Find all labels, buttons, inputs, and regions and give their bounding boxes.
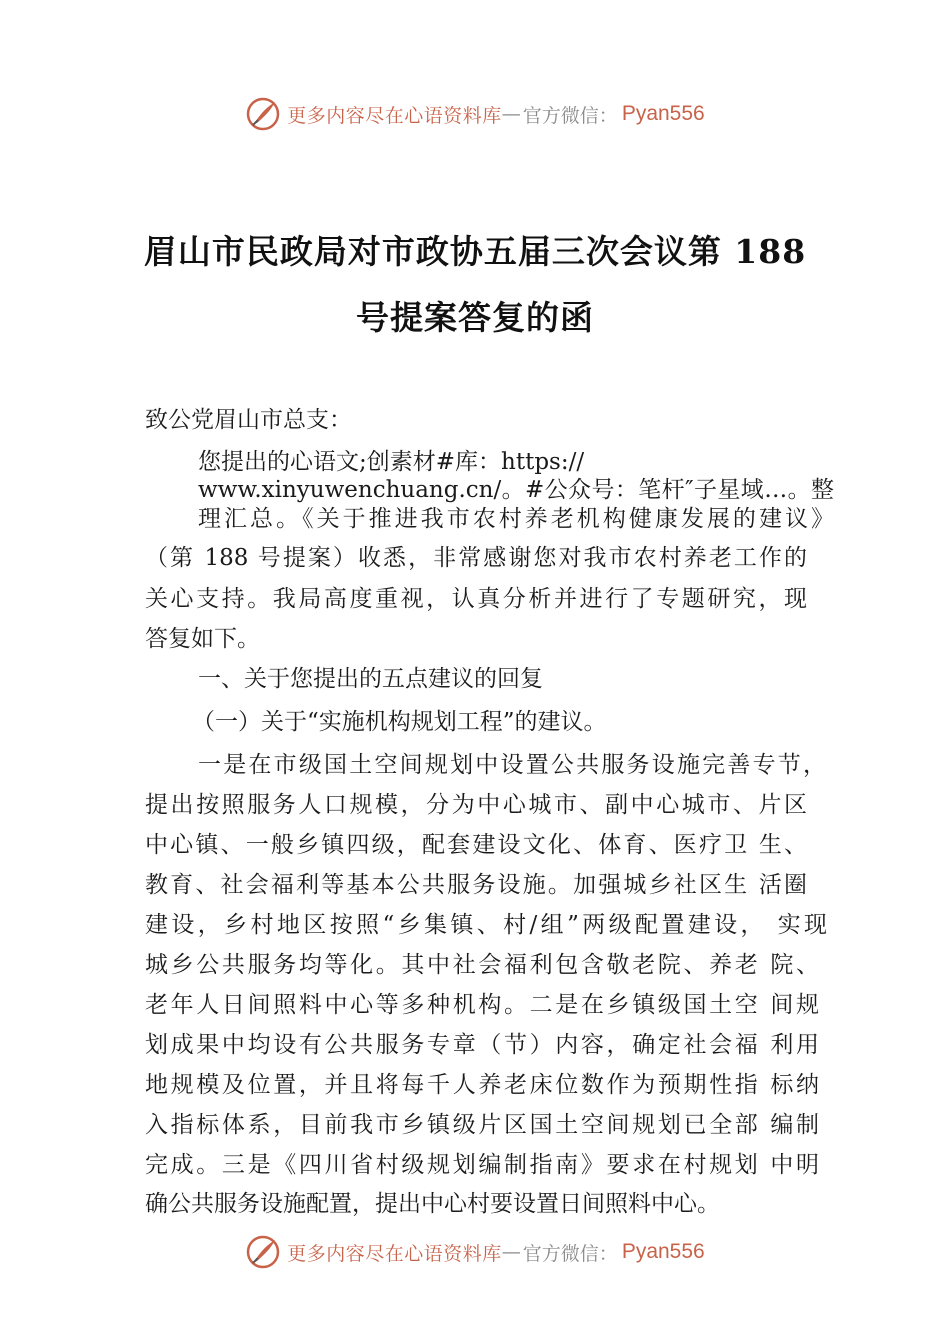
body-line: 地规模及位置，并且将每千人养老床位数作为预期性指 标纳	[145, 1072, 819, 1098]
body-line: 入指标体系，目前我市乡镇级片区国土空间规划已全部 编制	[145, 1112, 819, 1138]
body-line: （第 188 号提案）收悉，非常感谢您对我市农村养老工作的	[145, 545, 807, 571]
body-line: 您提出的心语文;创素材#库：https://	[198, 449, 585, 475]
body-line: 教育、社会福利等基本公共服务设施。加强城乡社区生 活圈	[145, 872, 807, 898]
banner-separator: —	[501, 103, 521, 125]
body-line: 一是在市级国土空间规划中设置公共服务设施完善专节，	[198, 752, 826, 778]
body-line: www.xinyuwenchuang.cn/。#公众号：笔杆″子星域…。整	[198, 477, 834, 503]
body-line: 建设，乡村地区按照“乡集镇、村/组”两级配置建设， 实现	[145, 912, 827, 938]
footer-banner	[0, 1230, 950, 1274]
document-title-line-2: 号提案答复的函	[356, 298, 594, 337]
body-line: 理汇总。《关于推进我市农村养老机构健康发展的建议》	[198, 506, 834, 532]
promo-text: 更多内容尽在心语资料库	[287, 1242, 502, 1265]
body-line: 城乡公共服务均等化。其中社会福利包含敬老院、养老 院、	[145, 952, 819, 978]
quill-pen-circle-icon	[245, 96, 281, 132]
body-line: 关心支持。我局高度重视，认真分析并进行了专题研究，现	[145, 586, 807, 612]
body-line: 老年人日间照料中心等多种机构。二是在乡镇级国土空 间规	[145, 992, 819, 1018]
wechat-label: 官方微信：	[522, 104, 618, 127]
body-line: 划成果中均设有公共服务专章（节）内容，确定社会福 利用	[145, 1032, 819, 1058]
document-title-line-1: 眉山市民政局对市政协五届三次会议第 188	[143, 232, 807, 271]
wechat-id: Pyan556	[621, 1240, 705, 1263]
body-line: 中心镇、一般乡镇四级，配套建设文化、体育、医疗卫 生、	[145, 832, 807, 858]
body-line: 完成。三是《四川省村级规划编制指南》要求在村规划 中明	[145, 1152, 819, 1178]
wechat-label: 官方微信：	[522, 1242, 618, 1265]
quill-pen-circle-icon	[245, 1234, 281, 1270]
salutation: 致公党眉山市总支：	[145, 407, 352, 433]
banner-separator: —	[501, 1241, 521, 1263]
header-banner	[0, 92, 950, 136]
subsection-heading: （一）关于“实施机构规划工程”的建议。	[192, 709, 607, 735]
body-line: 提出按照服务人口规模，分为中心城市、副中心城市、片区	[145, 792, 807, 818]
wechat-id: Pyan556	[621, 102, 705, 125]
promo-text: 更多内容尽在心语资料库	[287, 104, 502, 127]
section-heading: 一、关于您提出的五点建议的回复	[198, 666, 543, 692]
body-line: 确公共服务设施配置，提出中心村要设置日间照料中心。	[145, 1191, 720, 1217]
body-line: 答复如下。	[145, 626, 260, 652]
